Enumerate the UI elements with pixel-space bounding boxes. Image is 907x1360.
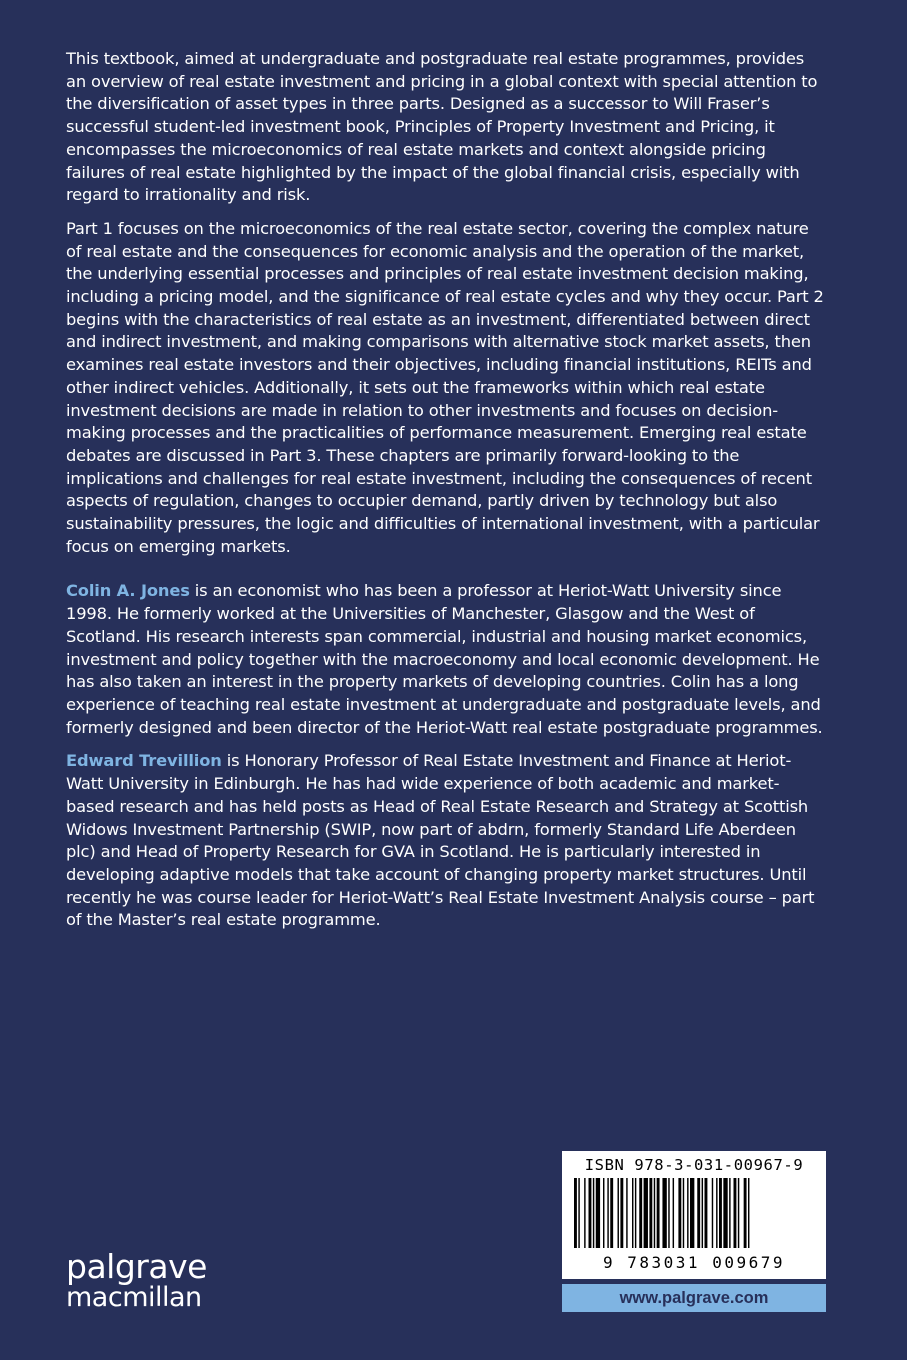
isbn-digits: 9 783031 009679 xyxy=(603,1253,785,1272)
logo-line-macmillan: macmillan xyxy=(66,1282,202,1313)
author-name: Edward Trevillion xyxy=(66,751,222,771)
author-name: Colin A. Jones xyxy=(66,581,190,601)
palgrave-macmillan-logo xyxy=(66,1247,207,1313)
author-bio-trevillion xyxy=(66,750,826,932)
author-bio-text: is Honorary Professor of Real Estate Investment and Finance at Heriot-Watt University in Edinburgh. He has had wide experience of both academic and market-based research and has held posts as Head of Real Estate Research and Strategy at Scottish Widows Investment Partnership (SWIP, now part of abdrn, formerly Standard Life Aberdeen plc) and Head of Property Research for GVA in Scotland. He is particularly interested in developing adaptive models that take account of changing property market structures. Until recently he was course leader for Heriot-Watt’s Real Estate Investment Analysis course – part of the Master’s real estate programme. xyxy=(66,751,815,930)
blurb-text xyxy=(66,48,826,943)
blurb-paragraph-parts: Part 1 focuses on the microeconomics of the real estate sector, covering the complex nature of real estate and the consequences for economic analysis and the operation of the market, the underlying essential processes and principles of real estate investment decision making, including a pricing model, and the significance of real estate cycles and why they occur. Part 2 begins with the characteristics of real estate as an investment, differentiated between direct and indirect investment, and making comparisons with alternative stock market assets, then examines real estate investors and their objectives, including financial institutions, REITs and other indirect vehicles. Additionally, it sets out the frameworks within which real estate investment decisions are made in relation to other investments and focuses on decision-making processes and the practicalities of performance measurement. Emerging real estate debates are discussed in Part 3. These chapters are primarily forward-looking to the implications and challenges for real estate investment, including the consequences of recent aspects of regulation, changes to occupier demand, partly driven by technology but also sustainability pressures, the logic and difficulties of international investment, with a particular focus on emerging markets. xyxy=(66,218,824,556)
isbn-barcode-box xyxy=(562,1151,826,1279)
logo-line-palgrave: palgrave xyxy=(66,1247,207,1286)
blurb-paragraph-intro: This textbook, aimed at undergraduate and postgraduate real estate programmes, provides an overview of real estate investment and pricing in a global context with special attention to the diversification of asset types in three parts. Designed as a successor to Will Fraser’s successful student-led investment book, Principles of Property Investment and Pricing, it encompasses the microeconomics of real estate markets and context alongside pricing failures of real estate highlighted by the impact of the global financial crisis, especially with regard to irrationality and risk. xyxy=(66,49,818,205)
barcode-icon xyxy=(570,1178,818,1252)
isbn-label: ISBN 978-3-031-00967-9 xyxy=(584,1156,804,1174)
author-bio-jones xyxy=(66,580,826,739)
publisher-url: www.palgrave.com xyxy=(562,1284,826,1312)
author-bio-text: is an economist who has been a professor at Heriot-Watt University since 1998. He formerly worked at the Universities of Manchester, Glasgow and the West of Scotland. His research interests span commercial, industrial and housing market economics, investment and policy together with the macroeconomy and local economic development. He has also taken an interest in the property markets of developing countries. Colin has a long experience of teaching real estate investment at undergraduate and postgraduate levels, and formerly designed and been director of the Heriot-Watt real estate postgraduate programmes. xyxy=(66,581,823,737)
